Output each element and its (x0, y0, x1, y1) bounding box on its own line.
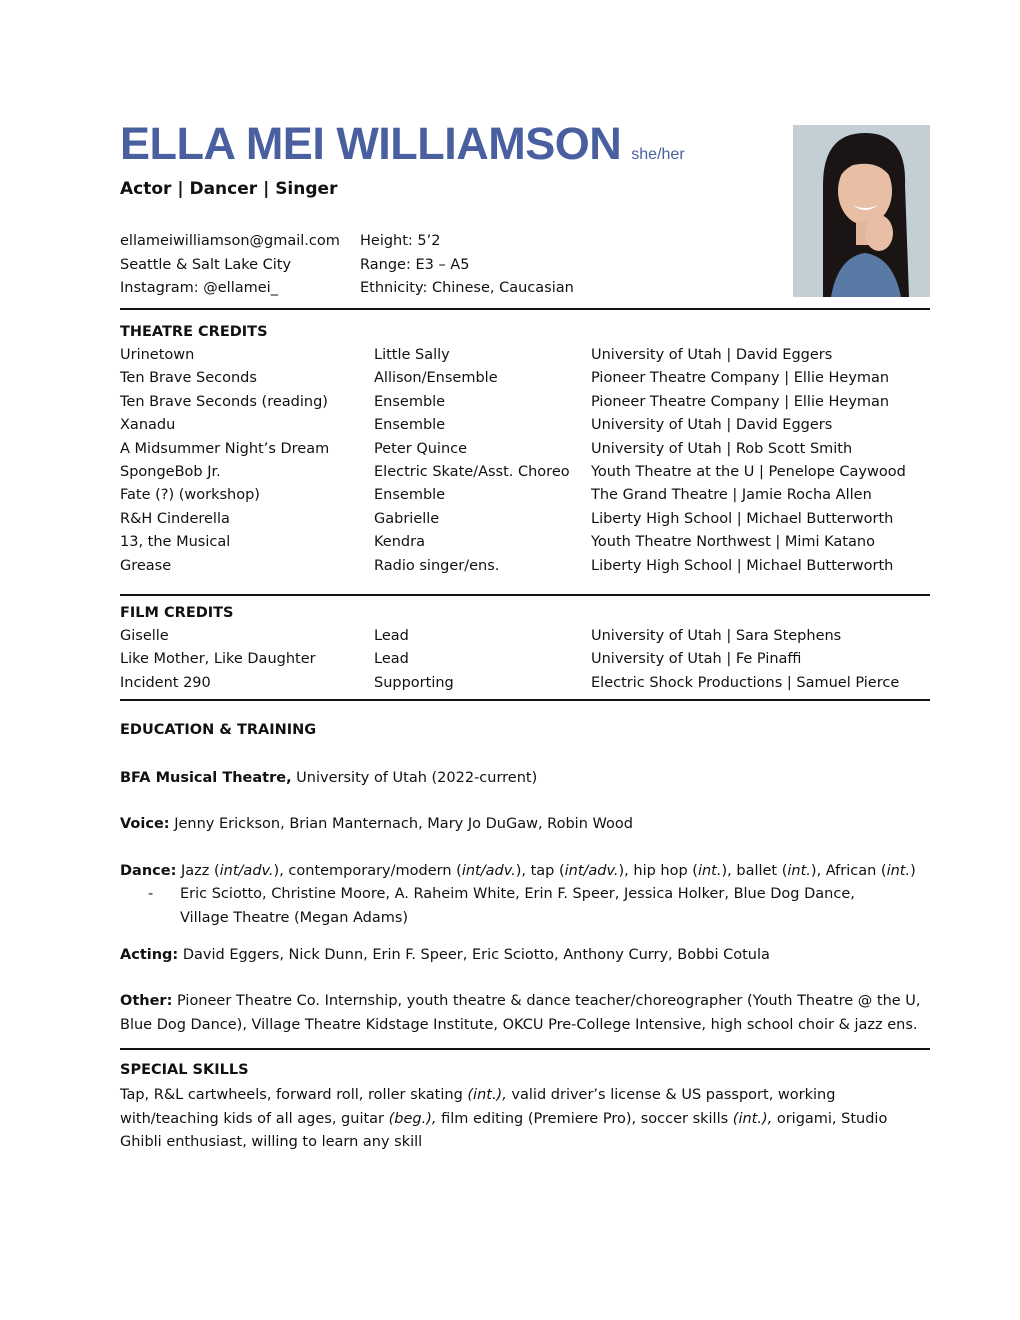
ethnicity: Ethnicity: Chinese, Caucasian (360, 280, 574, 296)
theatre-credit-title: A Midsummer Night’s Dream (120, 440, 330, 457)
voice-label: Voice: (120, 816, 170, 832)
dance-text: Jazz ( (176, 863, 220, 879)
email[interactable]: ellameiwilliamson@gmail.com (120, 233, 340, 249)
theatre-credit-role: Allison/Ensemble (374, 370, 498, 387)
bfa-label: BFA Musical Theatre, (120, 770, 292, 786)
theatre-credits-title: THEATRE CREDITS (120, 324, 268, 340)
film-credits-table (120, 628, 930, 698)
height: Height: 5’2 (360, 233, 441, 249)
theatre-credit-title: Ten Brave Seconds (reading) (120, 393, 328, 410)
theatre-credit-company-director: University of Utah | David Eggers (591, 347, 833, 363)
film-credit-row (120, 651, 930, 674)
theatre-credit-role: Little Sally (374, 347, 450, 363)
pronouns: she/her (631, 146, 685, 163)
training-voice (120, 813, 930, 837)
theatre-credit-role: Ensemble (374, 487, 446, 504)
theatre-credit-company-director: Liberty High School | Michael Butterworth (591, 557, 894, 574)
theatre-credit-title: SpongeBob Jr. (120, 463, 221, 480)
training-other (120, 990, 930, 1037)
theatre-credit-role: Peter Quince (374, 440, 468, 457)
theatre-credit-row (120, 347, 930, 370)
other-label: Other: (120, 993, 173, 1009)
film-credit-role: Lead (374, 628, 409, 644)
theatre-credit-role: Gabrielle (374, 510, 440, 527)
header-name-block (120, 118, 685, 170)
theatre-credit-role: Kendra (374, 534, 425, 551)
theatre-credit-role: Radio singer/ens. (374, 557, 500, 574)
theatre-credit-row (120, 441, 930, 464)
film-credit-row (120, 675, 930, 698)
theatre-credit-company-director: Pioneer Theatre Company | Ellie Heyman (591, 370, 890, 387)
film-credit-company-director: Electric Shock Productions | Samuel Pierce (591, 674, 900, 691)
theatre-credit-company-director: The Grand Theatre | Jamie Rocha Allen (591, 487, 872, 504)
theatre-credit-row (120, 558, 930, 581)
headshot-illustration (793, 125, 930, 297)
instagram[interactable]: Instagram: @ellamei_ (120, 280, 278, 296)
location: Seattle & Salt Lake City (120, 256, 292, 273)
theatre-credit-title: Ten Brave Seconds (120, 370, 257, 387)
theatre-credit-title: Xanadu (120, 417, 176, 434)
divider (120, 1048, 930, 1050)
training-acting (120, 944, 930, 968)
theatre-credit-row (120, 464, 930, 487)
theatre-credits-table (120, 347, 930, 581)
contact-column-right (360, 230, 574, 301)
vocal-range: Range: E3 – A5 (360, 256, 470, 273)
film-credit-company-director: University of Utah | Fe Pinaffi (591, 651, 802, 668)
special-skills-title: SPECIAL SKILLS (120, 1062, 249, 1078)
acting-label: Acting: (120, 947, 179, 963)
theatre-credit-role: Electric Skate/Asst. Choreo (374, 463, 570, 480)
headshot-photo (793, 125, 930, 297)
theatre-credit-title: Grease (120, 557, 172, 574)
theatre-credit-company-director: Youth Theatre at the U | Penelope Caywood (591, 463, 906, 480)
theatre-credit-row (120, 534, 930, 557)
bullet-dash: - (148, 886, 154, 902)
film-credit-title: Incident 290 (120, 674, 211, 691)
theatre-credit-row (120, 417, 930, 440)
theatre-credit-role: Ensemble (374, 417, 446, 434)
theatre-credit-row (120, 511, 930, 534)
film-credit-title: Like Mother, Like Daughter (120, 651, 316, 668)
film-credit-role: Supporting (374, 674, 454, 691)
theatre-credit-company-director: University of Utah | Rob Scott Smith (591, 440, 853, 457)
film-credit-title: Giselle (120, 628, 169, 644)
contact-column-left (120, 230, 340, 301)
actor-name: ELLA MEI WILLIAMSON (120, 118, 622, 169)
theatre-credit-role: Ensemble (374, 393, 446, 410)
education-bfa (120, 767, 930, 791)
film-credit-role: Lead (374, 651, 409, 668)
film-credits-title: FILM CREDITS (120, 605, 234, 621)
theatre-credit-company-director: Pioneer Theatre Company | Ellie Heyman (591, 393, 890, 410)
theatre-credit-title: 13, the Musical (120, 534, 231, 551)
dance-teachers (120, 883, 930, 931)
theatre-credit-company-director: Youth Theatre Northwest | Mimi Katano (591, 534, 875, 551)
theatre-credit-row (120, 487, 930, 510)
film-credit-row (120, 628, 930, 651)
theatre-credit-title: R&H Cinderella (120, 510, 230, 527)
training-dance: Dance: Jazz (int/adv.), contemporary/modern (int/adv.), tap (int/adv.), hip hop (int.), ballet (int.), African (int.) (120, 863, 916, 879)
bfa-text: University of Utah (2022-current) (291, 770, 538, 786)
tagline: Actor | Dancer | Singer (120, 179, 338, 199)
film-credit-company-director: University of Utah | Sara Stephens (591, 628, 842, 644)
divider (120, 308, 930, 310)
acting-text: David Eggers, Nick Dunn, Erin F. Speer, Eric Sciotto, Anthony Curry, Bobbi Cotula (178, 947, 770, 963)
theatre-credit-row (120, 394, 930, 417)
dance-teachers-text: Eric Sciotto, Christine Moore, A. Raheim White, Erin F. Speer, Jessica Holker, Blue Dog Dance, Village Theatre (Megan Adams) (180, 886, 855, 926)
theatre-credit-company-director: University of Utah | David Eggers (591, 417, 833, 434)
divider (120, 594, 930, 596)
education-title: EDUCATION & TRAINING (120, 722, 317, 738)
other-text: Pioneer Theatre Co. Internship, youth theatre & dance teacher/choreographer (Youth Theatre @ the U, Blue Dog Dance), Village Theatre Kidstage Institute, OKCU Pre-College Intensive, high school choir & jazz ens. (120, 993, 921, 1033)
theatre-credit-title: Urinetown (120, 347, 195, 363)
theatre-credit-company-director: Liberty High School | Michael Butterworth (591, 510, 894, 527)
divider (120, 699, 930, 701)
dance-label: Dance: (120, 863, 177, 879)
voice-text: Jenny Erickson, Brian Manternach, Mary Jo DuGaw, Robin Wood (169, 816, 633, 832)
special-skills-text: Tap, R&L cartwheels, forward roll, roller skating (int.), valid driver’s license & US passport, working with/teaching kids of all ages, guitar (beg.), film editing (Premiere Pro), soccer skills (int.), origami, Studio Ghibli enthusiast, willing to learn any skill (120, 1087, 888, 1150)
theatre-credit-row (120, 370, 930, 393)
theatre-credit-title: Fate (?) (workshop) (120, 487, 260, 504)
